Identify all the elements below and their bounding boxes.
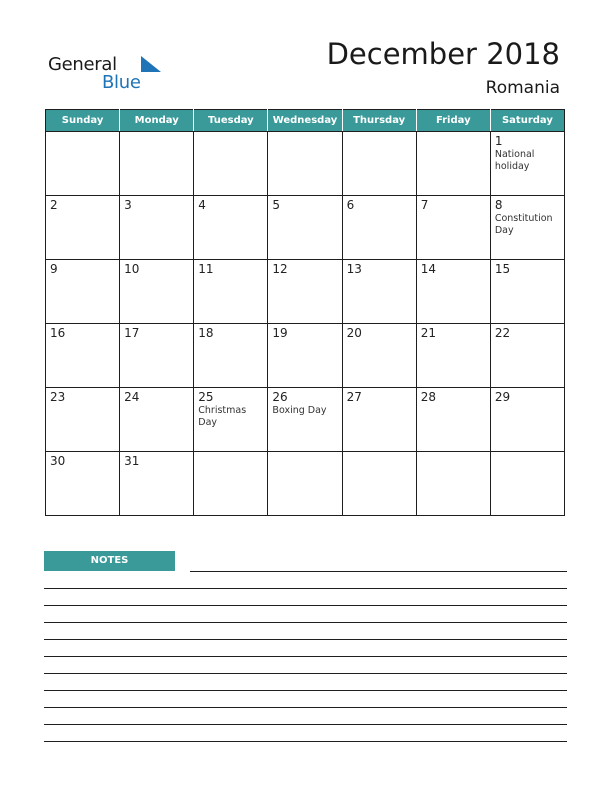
general-blue-logo	[48, 54, 158, 94]
holiday-label: Boxing Day	[272, 405, 327, 416]
calendar-day-cell	[416, 388, 490, 452]
calendar-week-row	[46, 452, 565, 516]
day-number: 15	[494, 262, 511, 276]
calendar-day-cell	[46, 324, 120, 388]
holiday-label: National holiday	[494, 149, 535, 172]
day-number: 23	[50, 390, 66, 404]
day-number: 13	[346, 262, 362, 276]
holiday-label: Constitution Day	[494, 213, 553, 236]
logo-text-general: General	[48, 54, 117, 75]
calendar-day-cell	[342, 196, 416, 260]
day-number: 9	[50, 262, 58, 276]
calendar-week-row	[46, 260, 565, 324]
notes-line	[44, 656, 567, 657]
day-number: 22	[494, 326, 511, 340]
day-number: 17	[124, 326, 140, 340]
holiday-label: Christmas Day	[198, 405, 247, 428]
calendar-day-cell	[194, 388, 268, 452]
calendar-week-row	[46, 132, 565, 196]
day-number: 10	[124, 262, 140, 276]
day-number: 5	[272, 198, 281, 212]
notes-line	[44, 741, 567, 742]
day-number: 8	[494, 198, 503, 212]
calendar-day-cell	[194, 260, 268, 324]
calendar-day-cell	[416, 132, 490, 196]
notes-line	[44, 690, 567, 691]
calendar-day-cell	[46, 388, 120, 452]
day-number: 18	[198, 326, 214, 340]
calendar-day-cell	[490, 260, 564, 324]
day-number: 19	[272, 326, 288, 340]
calendar-day-cell	[342, 388, 416, 452]
calendar-day-cell	[194, 132, 268, 196]
notes-line	[190, 571, 567, 572]
weekday-header-row	[46, 110, 565, 132]
day-number: 3	[124, 198, 132, 212]
notes-line	[44, 588, 567, 589]
calendar-day-cell	[490, 132, 564, 196]
notes-line	[44, 673, 567, 674]
month-title: December 2018	[326, 37, 560, 71]
calendar-day-cell	[120, 388, 194, 452]
calendar-day-cell	[194, 324, 268, 388]
day-number: 24	[124, 390, 140, 404]
day-number: 29	[494, 390, 511, 404]
day-number: 7	[420, 198, 429, 212]
weekday-header-wednesday: Wednesday	[268, 110, 342, 132]
calendar-day-cell	[342, 260, 416, 324]
calendar-day-cell	[268, 452, 342, 516]
calendar-day-cell	[268, 324, 342, 388]
calendar-day-cell	[490, 452, 564, 516]
calendar-day-cell	[342, 132, 416, 196]
calendar-day-cell	[342, 452, 416, 516]
day-number: 20	[346, 326, 362, 340]
day-number: 28	[420, 390, 436, 404]
calendar-body	[46, 132, 565, 516]
day-number: 26	[272, 390, 288, 404]
calendar-day-cell	[416, 260, 490, 324]
calendar-day-cell	[342, 324, 416, 388]
notes-label: NOTES	[44, 551, 175, 571]
calendar-day-cell	[120, 260, 194, 324]
day-number: 4	[198, 198, 206, 212]
weekday-header-thursday: Thursday	[342, 110, 416, 132]
country-name: Romania	[485, 78, 560, 98]
calendar-day-cell	[416, 324, 490, 388]
notes-line	[44, 707, 567, 708]
calendar-day-cell	[490, 388, 564, 452]
day-number: 1	[494, 134, 503, 148]
weekday-header-saturday: Saturday	[490, 110, 564, 132]
notes-line	[44, 724, 567, 725]
calendar-day-cell	[268, 388, 342, 452]
calendar-day-cell	[416, 452, 490, 516]
calendar-day-cell	[490, 324, 564, 388]
weekday-header-sunday: Sunday	[46, 110, 120, 132]
calendar-grid	[45, 109, 565, 516]
day-number: 31	[124, 454, 140, 468]
weekday-header-friday: Friday	[416, 110, 490, 132]
day-number: 12	[272, 262, 288, 276]
calendar-day-cell	[268, 260, 342, 324]
day-number: 25	[198, 390, 214, 404]
calendar-day-cell	[268, 132, 342, 196]
notes-line	[44, 639, 567, 640]
calendar-day-cell	[120, 324, 194, 388]
logo-text-blue: Blue	[102, 72, 141, 93]
calendar-day-cell	[46, 132, 120, 196]
notes-line	[44, 622, 567, 623]
calendar-day-cell	[46, 452, 120, 516]
weekday-header-monday: Monday	[120, 110, 194, 132]
logo-flag-icon	[141, 56, 161, 72]
day-number: 27	[346, 390, 362, 404]
notes-line	[44, 605, 567, 606]
calendar-day-cell	[268, 196, 342, 260]
calendar-day-cell	[490, 196, 564, 260]
calendar-day-cell	[120, 452, 194, 516]
calendar-day-cell	[194, 452, 268, 516]
calendar-week-row	[46, 196, 565, 260]
day-number: 30	[50, 454, 66, 468]
calendar-day-cell	[416, 196, 490, 260]
calendar-week-row	[46, 388, 565, 452]
weekday-header-tuesday: Tuesday	[194, 110, 268, 132]
day-number: 6	[346, 198, 355, 212]
day-number: 21	[420, 326, 436, 340]
day-number: 2	[50, 198, 58, 212]
day-number: 11	[198, 262, 214, 276]
calendar-day-cell	[46, 196, 120, 260]
calendar-day-cell	[46, 260, 120, 324]
calendar-week-row	[46, 324, 565, 388]
day-number: 16	[50, 326, 66, 340]
calendar-day-cell	[194, 196, 268, 260]
calendar-day-cell	[120, 196, 194, 260]
calendar-day-cell	[120, 132, 194, 196]
day-number: 14	[420, 262, 436, 276]
